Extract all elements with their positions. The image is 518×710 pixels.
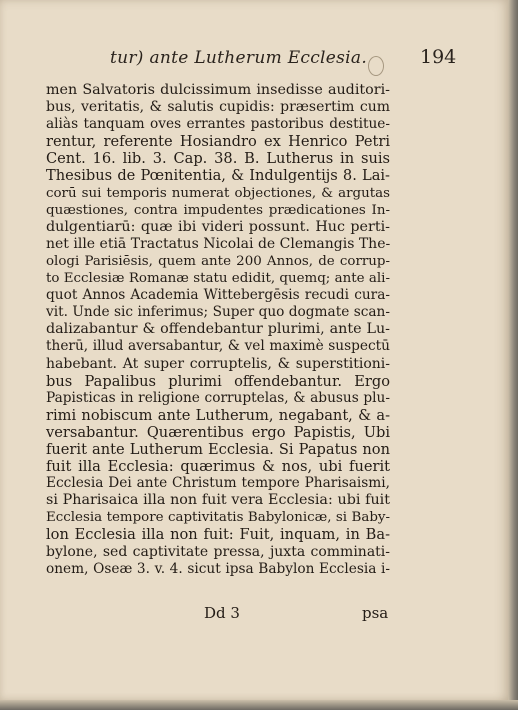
text-line: lon Ecclesia illa non fuit: Fuit, inquam, in Ba-	[46, 526, 390, 544]
body-text	[46, 82, 390, 578]
text-line: net ille etiā Tractatus Nicolai de Clemangis The-	[46, 235, 391, 252]
page-edge-bottom	[0, 700, 518, 710]
text-line: Thesibus de Pœnitentia, & Indulgentijs 8. Lai-	[46, 167, 390, 185]
text-line: fuerit ante Lutherum Ecclesia. Si Papatus non	[46, 440, 390, 458]
text-line: bylone, sed captivitate pressa, juxta comminati-	[46, 543, 390, 560]
text-line: to Ecclesiæ Romanæ statu edidit, quemq; ante ali-	[46, 271, 390, 287]
text-line: vit. Unde sic inferimus; Super quo dogmate scan-	[46, 304, 390, 321]
text-line: bus Papalibus plurimi offendebantur. Ergo	[46, 372, 390, 390]
text-line: Cent. 16. lib. 3. Cap. 38. B. Lutherus in suis	[46, 150, 390, 168]
text-line: rentur, referente Hosiandro ex Henrico Petri	[46, 133, 390, 151]
text-line: ologi Parisiēsis, quem ante 200 Annos, de corrup-	[46, 253, 390, 269]
page-footer	[46, 604, 390, 624]
page-number: 194	[420, 46, 457, 68]
ink-mark-decoration	[368, 56, 384, 76]
catchword: psa	[362, 604, 389, 622]
text-line: quæstiones, contra impudentes prædicationes In-	[46, 202, 390, 218]
signature-mark: Dd 3	[204, 604, 240, 622]
text-line: fuit illa Ecclesia: quærimus & nos, ubi fuerit	[46, 458, 390, 476]
page-header	[0, 48, 510, 74]
text-line: Papisticas in religione corruptelas, & abusus plu-	[46, 389, 390, 406]
text-line: dalizabantur & offendebantur plurimi, ante Lu-	[46, 321, 390, 338]
text-line: Ecclesia Dei ante Christum tempore Pharisaismi,	[46, 475, 390, 492]
running-head: tur) ante Lutherum Ecclesia.	[110, 48, 368, 68]
text-line: bus, veritatis, & salutis cupidis: præsertim cum	[46, 99, 390, 116]
text-line: aliàs tanquam oves errantes pastoribus destitue-	[46, 116, 390, 133]
text-line: onem, Oseæ 3. v. 4. sicut ipsa Babylon Ecclesia i-	[46, 560, 390, 577]
text-line: men Salvatoris dulcissimum insedisse auditori-	[46, 82, 390, 98]
text-line: Ecclesia tempore captivitatis Babylonicæ, si Baby-	[46, 510, 390, 526]
text-line: quot Annos Academia Wittebergēsis recudi cura-	[46, 287, 390, 304]
text-line: habebant. At super corruptelis, & superstitioni-	[46, 355, 390, 372]
text-line: si Pharisaica illa non fuit vera Ecclesia: ubi fuit	[46, 492, 390, 509]
text-line: therū, illud aversabantur, & vel maximè suspectū	[46, 338, 390, 355]
page-edge-right	[508, 0, 518, 710]
text-line: corū sui temporis numerat objectiones, & argutas	[46, 185, 390, 201]
text-line: versabantur. Quærentibus ergo Papistis, Ubi	[46, 423, 390, 441]
text-line: rimi nobiscum ante Lutherum, negabant, & a-	[46, 406, 390, 424]
text-line: dulgentiarū: quæ ibi videri possunt. Huc perti-	[46, 218, 390, 235]
